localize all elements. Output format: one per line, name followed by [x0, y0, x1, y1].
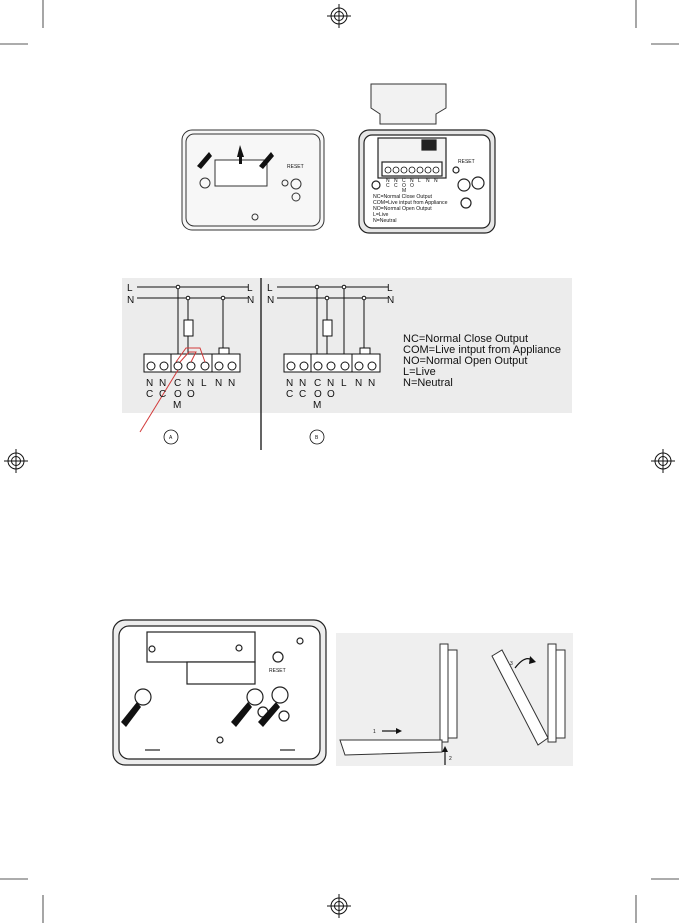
a-line-l: L	[127, 283, 133, 294]
svg-text:M: M	[402, 188, 407, 194]
svg-text:N: N	[434, 178, 438, 184]
svg-text:C: C	[402, 178, 406, 184]
legend-nc: NC=Normal Close Output	[403, 333, 529, 345]
svg-text:O: O	[402, 183, 406, 189]
front-legend-com: COM=Live intput from Appliance	[373, 200, 448, 206]
legend-com: COM=Live intput from Appliance	[403, 344, 562, 356]
svg-text:N: N	[146, 378, 154, 389]
a-line-n: N	[127, 295, 135, 306]
legend-l: L=Live	[403, 366, 436, 378]
svg-text:O: O	[187, 389, 195, 400]
back-reset-label: RESET	[287, 164, 304, 170]
legend-no: NO=Normal Open Output	[403, 355, 528, 367]
svg-text:O: O	[314, 389, 322, 400]
step-2-label: 2	[449, 756, 452, 762]
step-3-label: 3	[510, 661, 513, 667]
front-legend-l: L=Live	[373, 212, 389, 218]
svg-text:O: O	[327, 389, 335, 400]
svg-text:N: N	[355, 378, 363, 389]
large-back-plate	[113, 620, 326, 765]
svg-text:O: O	[410, 183, 414, 189]
svg-text:C: C	[394, 183, 398, 189]
svg-text:C: C	[286, 389, 294, 400]
svg-text:N: N	[159, 378, 167, 389]
front-legend-n: N=Neutral	[373, 218, 397, 224]
legend-n: N=Neutral	[403, 377, 453, 389]
svg-text:C: C	[146, 389, 154, 400]
svg-text:N: N	[327, 378, 335, 389]
svg-text:N: N	[426, 178, 430, 184]
svg-text:N: N	[215, 378, 223, 389]
svg-text:M: M	[313, 400, 322, 411]
svg-text:M: M	[173, 400, 182, 411]
svg-text:N: N	[410, 178, 414, 184]
a-line-l-right: L	[247, 283, 253, 294]
svg-text:N: N	[187, 378, 195, 389]
svg-text:N: N	[368, 378, 376, 389]
svg-text:B: B	[315, 435, 319, 441]
svg-text:O: O	[174, 389, 182, 400]
svg-text:N: N	[299, 378, 307, 389]
svg-text:A: A	[169, 435, 173, 441]
step-1-label: 1	[373, 729, 376, 735]
svg-text:N: N	[228, 378, 236, 389]
large-reset-label: RESET	[269, 668, 286, 674]
b-line-n: N	[267, 295, 275, 306]
svg-text:C: C	[386, 183, 390, 189]
front-legend-nc: NC=Normal Close Output	[373, 194, 432, 200]
b-line-l-right: L	[387, 283, 393, 294]
svg-text:L: L	[341, 378, 347, 389]
svg-text:C: C	[159, 389, 167, 400]
svg-text:C: C	[174, 378, 182, 389]
b-line-l: L	[267, 283, 273, 294]
a-line-n-right: N	[247, 295, 255, 306]
front-legend-no: NO=Normal Open Output	[373, 206, 432, 212]
svg-text:L: L	[418, 178, 421, 184]
svg-text:L: L	[201, 378, 207, 389]
svg-text:N: N	[386, 178, 390, 184]
b-line-n-right: N	[387, 295, 395, 306]
svg-text:C: C	[299, 389, 307, 400]
svg-text:N: N	[394, 178, 398, 184]
svg-text:N: N	[286, 378, 294, 389]
svg-text:C: C	[314, 378, 322, 389]
front-reset-label: RESET	[458, 159, 475, 165]
